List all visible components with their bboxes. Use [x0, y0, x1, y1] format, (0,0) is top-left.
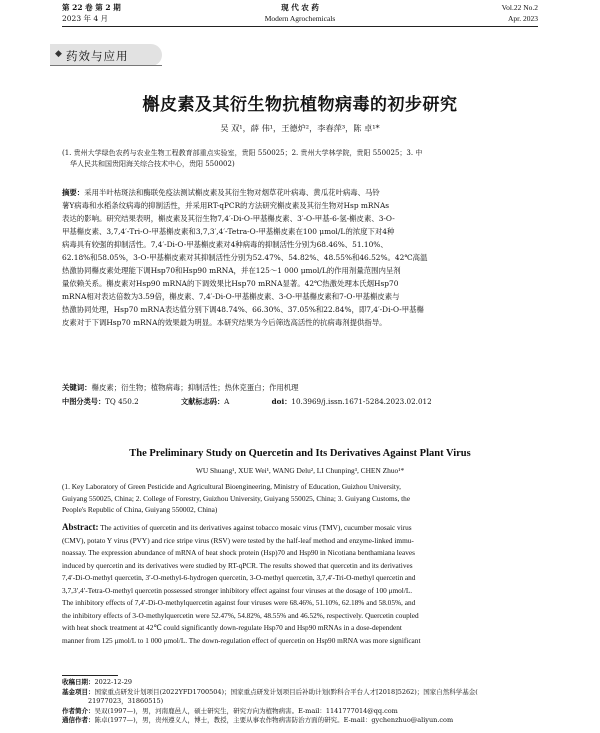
footnote-label: 基金项目： [62, 687, 95, 696]
article-title-en: The Preliminary Study on Quercetin and Its Derivatives Against Plant Virus [129, 448, 471, 459]
section-banner-underline [50, 65, 162, 66]
abstract-en-line: (CMV), potato Y virus (PVY) and rice stripe virus (RSV) were tested by the half-leaf method and enzyme-linked immu- [62, 535, 414, 545]
doc-code-value: A [224, 397, 230, 406]
abstract-cn-line: 病毒具有较强的抑制活性。7,4′-Di-O-甲基槲皮素对4种病毒的抑制活性分别为68.46%、51.10%、 [62, 240, 388, 249]
affiliation-en-line: People's Republic of China, Guiyang 550002, China) [62, 505, 218, 514]
abstract-en-line: induced by quercetin and its derivatives were studied by RT-qPCR. The results showed that quercetin and its derivatives [62, 560, 413, 570]
authors-en: WU Shuang¹, XUE Wei¹, WANG Delu², LI Chunping³, CHEN Zhuo¹* [195, 466, 405, 475]
section-banner [50, 42, 162, 68]
header-rule [62, 26, 538, 27]
abstract-cn-line [62, 186, 538, 199]
footnote-text: 21977023，31860515) [88, 697, 164, 705]
clc-field [62, 397, 159, 406]
footnote-text: 2022-12-29 [94, 678, 132, 686]
abstract-en-line: 3,7,3′,4′-Tetra-O-methyl quercetin possessed stronger inhibitory effect against four viruses at the dosage of 100 μmol/L. [62, 585, 413, 595]
footnote-received [62, 678, 538, 688]
abstract-en-line: manner from 125 μmol/L to 1 000 μmol/L. The down-regulation effect of quercetin on Hsp90 mRNA was more significant [62, 635, 421, 645]
header-journal-en: Modern Agrochemicals [264, 14, 336, 23]
footnote-corresponding [62, 716, 538, 726]
classification-line [62, 396, 538, 407]
abstract-en-label: Abstract: [62, 522, 99, 532]
footnote-funding-cont [62, 697, 538, 707]
footnote-text: 国家重点研发计划项目(2022YFD1700504)；国家重点研发计划项目后补助计划(黔科合平台人才[2018]5262)；国家自然科学基金( [94, 687, 478, 696]
abstract-en-line [62, 521, 538, 535]
doi-label: doi： [271, 397, 292, 406]
abstract-cn-line: 甲基槲皮素、3,7,4′-Tri-O-甲基槲皮素和3,7,3′,4′-Tetra-O-甲基槲皮素在100 μmol/L的浓度下对4种 [62, 227, 395, 236]
section-label: 药效与应用 [66, 49, 129, 63]
keywords-cn [62, 382, 538, 393]
abstract-cn-line: mRNA相对表达倍数为3.59倍，槲皮素、7,4′-Di-O-甲基槲皮素、3-O-甲基槲皮素和7-O-甲基槲皮素与 [62, 292, 400, 301]
header-issue-cn: 第 22 卷 第 2 期 [62, 3, 121, 12]
abstract-cn-line: 热激协同槲皮素处理能下调Hsp70和Hsp90 mRNA，并在125～1 000 μmol/L的作用剂量范围内呈剂 [62, 266, 401, 275]
affiliation-cn-line: 华人民共和国贵阳海关综合技术中心，贵阳 550002) [70, 160, 235, 168]
footnote-text: 陈卓(1977—)，男，贵州遵义人，博士，教授，主要从事农作物病害防治方面的研究。E-mail：gychenzhuo@aliyun.com [94, 716, 454, 724]
footnote-text: 吴双(1997—)，男，河南鹿邑人，硕士研究生，研究方向为植物病害。E-mail：1141777014@qq.com [94, 706, 398, 715]
abstract-en-line: the inhibitory effects of 3-O-methylquercetin were 52.47%, 54.82%, 48.55% and 46.52%, respectively. Quercetin coupled [62, 610, 419, 620]
clc-label: 中图分类号： [62, 397, 106, 406]
affiliation-cn-line: (1. 贵州大学绿色农药与农业生物工程教育部重点实验室，贵阳 550025；2. 贵州大学林学院，贵阳 550025；3. 中 [62, 149, 423, 157]
footnote-label: 收稿日期： [62, 678, 95, 686]
affiliation-en [62, 481, 538, 516]
abstract-cn-text: 采用半叶枯斑法和酶联免疫法测试槲皮素及其衍生物对烟草花叶病毒、黄瓜花叶病毒、马铃 [84, 188, 380, 197]
doi-value: 10.3969/j.issn.1671-5284.2023.02.012 [291, 397, 432, 406]
doi-field [272, 397, 452, 406]
authors-cn: 吴 双¹，薛 伟¹，王德炉²，李春萍³，陈 卓¹* [220, 123, 380, 133]
abstract-en-line: noassay. The expression abundance of mRNA of heat shock protein (Hsp)70 and Hsp90 in Nicotiana benthamiana leaves [62, 548, 415, 557]
abstract-en [62, 521, 538, 647]
doc-code-field [181, 397, 249, 406]
header-date-cn: 2023 年 4 月 [62, 14, 109, 23]
diamond-icon: ◆ [55, 49, 62, 59]
article-title-cn: 槲皮素及其衍生物抗植物病毒的初步研究 [142, 95, 458, 115]
abstract-cn-label: 摘要： [62, 188, 85, 197]
footnote-author-bio [62, 707, 538, 717]
footnote-label: 作者简介： [62, 706, 95, 715]
abstract-cn-line: 量依赖关系。槲皮素对Hsp90 mRNA的下调效果比Hsp70 mRNA显著。42℃热激处理本氏烟Hsp70 [62, 279, 399, 288]
keywords-cn-label: 关键词： [62, 383, 92, 392]
footnote-funding [62, 688, 538, 698]
footnotes [62, 678, 538, 726]
footnote-label: 通信作者： [62, 716, 95, 724]
affiliation-cn [62, 148, 538, 170]
abstract-en-line: The inhibitory effects of 7,4′-Di-O-methylquercetin against four viruses were 68.46%, 51.10%, 62.18% and 58.05%, and [62, 598, 416, 607]
abstract-cn-line: 薯Y病毒和水稻条纹病毒的抑制活性，并采用RT-qPCR的方法研究槲皮素及其衍生物对Hsp mRNAs [62, 201, 390, 210]
abstract-cn [62, 186, 538, 329]
header-date-en: Apr. 2023 [508, 14, 538, 23]
abstract-cn-line: 62.18%和58.05%，3-O-甲基槲皮素对其抑制活性分别为52.47%、54.82%、48.55%和46.52%。42℃高温 [62, 253, 428, 262]
abstract-en-line: 7,4′-Di-O-methyl quercetin, 3′-O-methyl-6-hydrogen quercetin, 3-O-methyl quercetin, 3,7,4′-Tri-O-methyl quercetin and [62, 573, 416, 582]
affiliation-en-line: (1. Key Laboratory of Green Pesticide and Agricultural Bioengineering, Ministry of Education, Guizhou University, [62, 482, 401, 491]
abstract-cn-line: 热激协同处理，Hsp70 mRNA表达值分别下调48.74%、66.30%、37.05%和22.84%，即7,4′-Di-O-甲基槲 [62, 305, 424, 314]
footnote-rule [62, 675, 118, 676]
abstract-en-line: with heat shock treatment at 42℃ could significantly down-regulate Hsp70 and Hsp90 mRNAs in a dose-dependent [62, 623, 402, 632]
keywords-cn-text: 槲皮素；衍生物；植物病毒；抑制活性；热休克蛋白；作用机理 [91, 383, 299, 392]
abstract-cn-line: 表达的影响。研究结果表明，槲皮素及其衍生物7,4′-Di-O-甲基槲皮素、3′-O-甲基-6-氢-槲皮素、3-O- [62, 214, 395, 223]
doc-code-label: 文献标志码： [181, 397, 225, 406]
abstract-en-text: The activities of quercetin and its derivatives against tobacco mosaic virus (TMV), cucumber mosaic virus [100, 523, 412, 532]
clc-value: TQ 450.2 [105, 397, 139, 406]
header-journal-cn: 现 代 农 药 [281, 3, 319, 12]
abstract-cn-line: 皮素对于下调Hsp70 mRNA的效果最为明显。本研究结果为今后筛选高活性的抗病毒剂提供指导。 [62, 318, 387, 327]
header-volume-en: Vol.22 No.2 [501, 3, 538, 12]
affiliation-en-line: Guiyang 550025, China; 2. College of Forestry, Guizhou University, Guiyang 550025, China; 3. Guiyang Customs, the [62, 493, 411, 503]
